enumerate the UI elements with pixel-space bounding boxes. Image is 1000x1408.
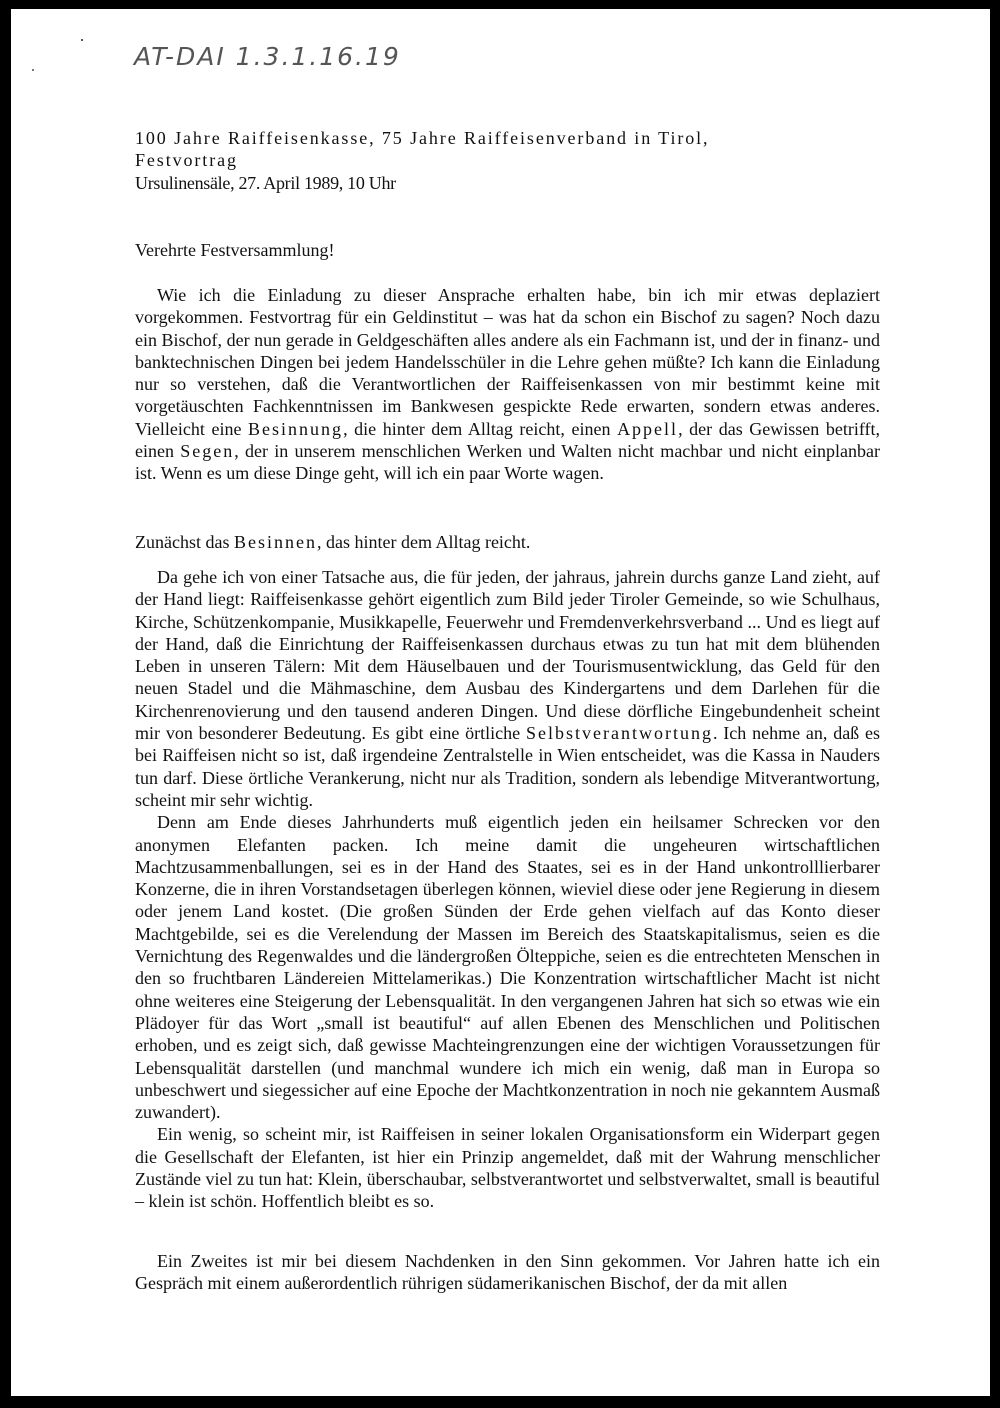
text-run: Da gehe ich von einer Tatsache aus, die für jeden, der jahraus, jahrein durchs ganze Land zieht, auf der Hand liegt: Raiffeisenkasse gehört eigentlich zum Bild jeder Tiroler Gemeinde, so wie Schulhaus, Kirche, Schützenkompanie, Musikkapelle, Feuerwehr und Fremdenverkehrsverband ... Und es liegt auf der Hand, daß die Einrichtung der Raiffeisenkassen durchaus etwas zu tun hat mit dem blühenden Leben in unseren Tälern: Mit dem Häuselbauen und der Tourismusentwicklung, das Geld für den neuen Stadel und die Mähmaschine, dem Ausbau des Kindergartens und dem Darlehen für die Kirchenrenovierung und den tausend anderen Dingen. Und diese dörfliche Eingebundenheit scheint mir von besonderer Bedeutung. Es gibt eine örtliche (135, 567, 880, 744)
header-title-line2: Festvortrag (135, 150, 238, 171)
emphasis-segen: Segen (180, 441, 235, 462)
emphasis-besinnen: Besinnen (233, 532, 317, 552)
header-title-line1: 100 Jahre Raiffeisenkasse, 75 Jahre Raiffeisenverband in Tirol, (135, 128, 710, 148)
text-run: , der in unserem menschlichen Werken und Walten nicht machbar und nicht einplanbar ist. Wenn es um diese Dinge geht, will ich ein paar Worte wagen. (135, 441, 880, 484)
text-run: . Ich nehme an, daß es bei Raiffeisen nicht so ist, daß irgendeine Zentralstelle in Wien entscheidet, was die Kassa in Nauders tun darf. Diese örtliche Verankerung, nicht nur als Tradition, sondern als lebendige Mitverantwortung, scheint mir sehr wichtig. (135, 723, 880, 810)
header-venue-date: Ursulinensäle, 27. April 1989, 10 Uhr (135, 172, 396, 193)
emphasis-appell: Appell (617, 418, 679, 439)
scan-speck (32, 69, 34, 71)
text-run: , der das Gewissen betrifft, einen (135, 418, 881, 462)
text-run: Wie ich die Einladung zu dieser Ansprache erhalten habe, bin ich mir etwas deplaziert vorgekommen. Festvortrag für ein Geldinstitut – was hat da schon ein Bischof zu sagen? Noch dazu ein Bischof, der nun gerade in Geldgeschäften alles andere als ein Fachmann ist, und der in finanz- und banktechnischen Dingen bei jedem Handelsschüler in die Lehre gehen müßte? Ich kann die Einladung nur so verstehen, daß die Verantwortlichen der Raiffeisenkassen von mir bestimmt keine mit vorgetäuschten Fachkenntnissen im Bankwesen gespickte Rede erwarten, sondern etwas anderes. Vielleicht eine (135, 285, 880, 439)
intro-paragraph (135, 284, 880, 485)
section1-heading (135, 531, 880, 553)
text-run: , das hinter dem Alltag reicht. (316, 532, 531, 552)
scan-speck (81, 39, 83, 41)
section2-body (135, 1250, 880, 1295)
archive-signature: AT-DAI 1.3.1.16.19 (134, 42, 401, 71)
text-run: , die hinter dem Alltag reicht, einen (343, 418, 618, 439)
paragraph (135, 566, 880, 811)
document-header (135, 127, 880, 194)
text-run: Zunächst das (135, 532, 234, 552)
emphasis-selbstverantwortung: Selbstverantwortung (525, 723, 713, 744)
intro-section (135, 284, 880, 485)
salutation: Verehrte Festversammlung! (135, 240, 335, 260)
paragraph: Denn am Ende dieses Jahrhunderts muß eigentlich jeden ein heilsamer Schrecken vor den anonymen Elefanten packen. Ich meine damit die ungeheuren wirtschaftlichen Machtzusammenballungen, sei es in der Hand des Staates, sei es in der Hand unkontrolllierbarer Konzerne, die in ihren Vorstandsetagen überlegen können, wieviel diese oder jene Regierung in diesem oder jenem Land kostet. (Die großen Sünden der Erde gehen vielfach auf das Konto dieser Machtgebilde, sei es die Verelendung der Massen im Bereich des Staatskapitalismus, seien es die Vernichtung des Regenwaldes und die ländergroßen Ölteppiche, seien es die entrechteten Menschen in den so fruchtbaren Ländereien Mittelamerikas.) Die Konzentration wirtschaftlicher Macht ist nicht ohne weiteres eine Steigerung der Lebensqualität. In den vergangenen Jahren hat sich so etwas wie ein Plädoyer für das Wort „small ist beautiful“ auf allen Ebenen des Menschlichen und Politischen erhoben, und es zeigt sich, daß gewisse Machteingrenzungen eine der wichtigen Voraussetzungen für Lebensqualität darstellen (und manchmal wundere ich mich ein wenig, daß man in Europa so unbeschwert und siegessicher auf eine Epoche der Machtkonzentration in noch nie gekanntem Ausmaß zuwandert). (135, 812, 880, 1123)
paragraph: Ein wenig, so scheint mir, ist Raiffeisen in seiner lokalen Organisationsform ein Widerpart gegen die Gesellschaft der Elefanten, ist hier ein Prinzip angemeldet, daß mit der Wahrung menschlicher Zustände viel zu tun hat: Klein, überschaubar, selbstverantwortet und selbstverwaltet, small is beautiful – klein ist schön. Hoffentlich bleibt es so. (135, 1124, 880, 1212)
paragraph: Ein Zweites ist mir bei diesem Nachdenken in den Sinn gekommen. Vor Jahren hatte ich ein Gespräch mit einem außerordentlich rührigen südamerikanischen Bischof, der da mit allen (135, 1251, 880, 1294)
section1-body (135, 566, 880, 1213)
emphasis-besinnung: Besinnung (248, 418, 344, 439)
